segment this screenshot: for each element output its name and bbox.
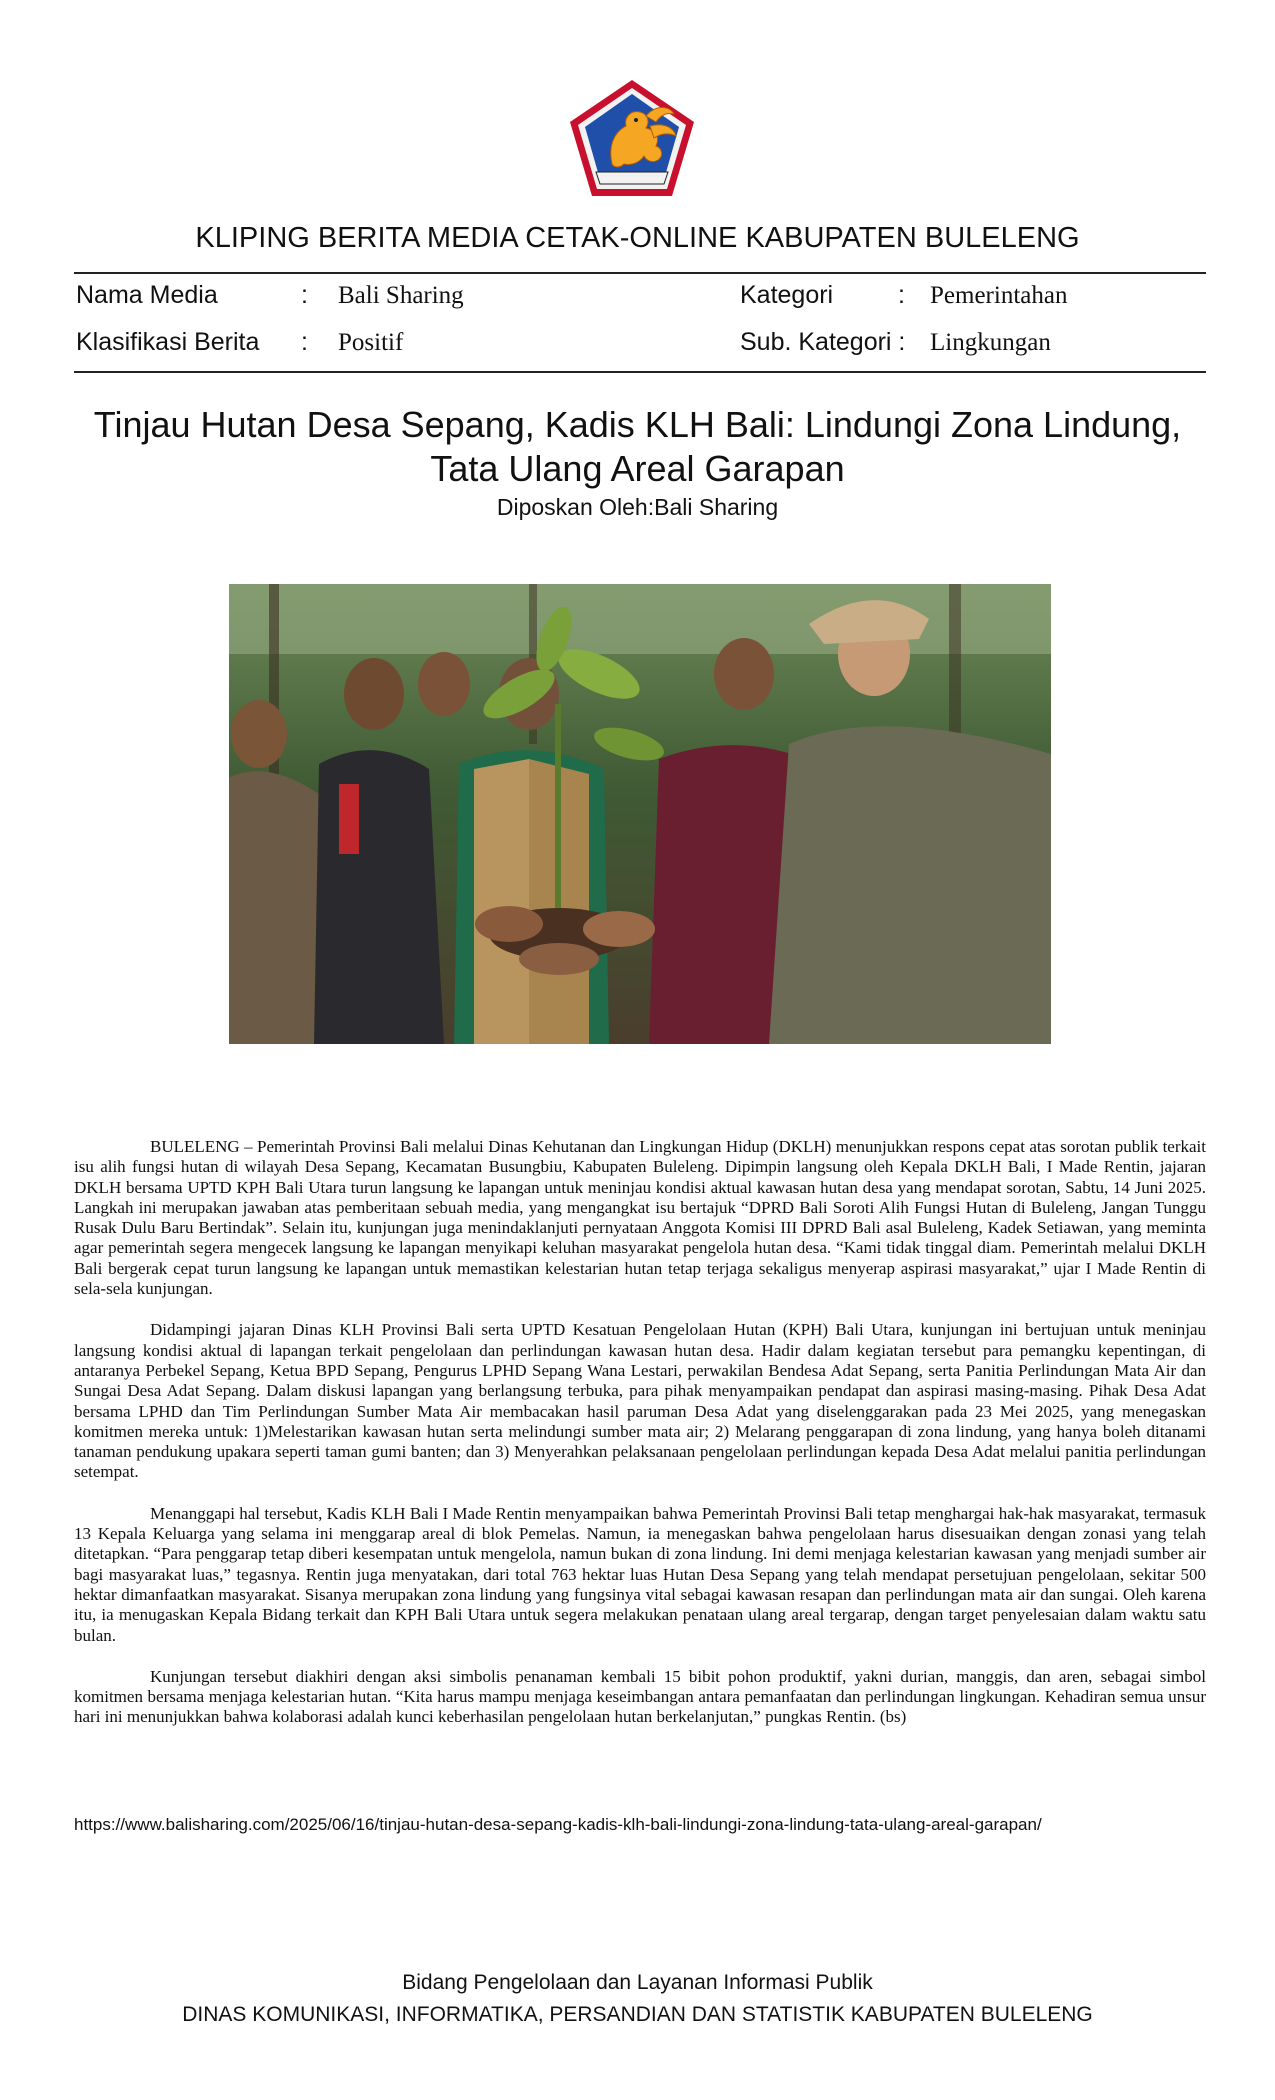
article-headline: Tinjau Hutan Desa Sepang, Kadis KLH Bali: Lindungi Zona Lindung, Tata Ulang Areal Garapan — [93, 404, 1182, 489]
media-name-value: Bali Sharing — [338, 282, 464, 309]
article-paragraph: Kunjungan tersebut diakhiri dengan aksi simbolis penanaman kembali 15 bibit pohon produktif, yakni durian, manggis, dan aren, sebagai simbol komitmen bersama menjaga kelestarian hutan. “Kita harus mampu menjaga keseimbangan antara pemanfaatan dan perlindungan lingkungan. Kehadiran semua unsur hari ini menunjukkan bahwa kolaborasi adalah kunci keberhasilan pengelolaan hutan berkelanjutan,” pungkas Rentin. (bs) — [74, 1666, 1206, 1727]
article-paragraph: Didampingi jajaran Dinas KLH Provinsi Bali serta UPTD Kesatuan Pengelolaan Hutan (KPH) Bali Utara, kunjungan ini bertujuan untuk meninjau langsung kondisi aktual di lapangan terkait pengelolaan dan perlindungan kawasan hutan desa. Hadir dalam kegiatan tersebut para pemangku kepentingan, di antaranya Perbekel Sepang, Ketua BPD Sepang, Pengurus LPHD Sepang Wana Lestari, perwakilan Bendesa Adat Sepang, serta Panitia Perlindungan Mata Air dan Sungai Desa Adat Sepang. Dalam diskusi lapangan yang berlangsung terbuka, para pihak menyampaikan pendapat dan aspirasi masing-masing. Pihak Desa Adat bersama LPHD dan Tim Perlindungan Sumber Mata Air membacakan hasil paruman Desa Adat yang diselenggarakan pada 23 Mei 2025, yang menegaskan komitmen mereka untuk: 1)Melestarikan kawasan hutan serta melindungi sumber mata air; 2) Melarang penggarapan di zona lindung, yang hanya boleh ditanami tanaman pendukung upakara seperti taman gumi banten; dan 3) Menyerahkan pelaksanaan pengelolaan perlindungan kepada Desa Adat melalui panitia perlindungan setempat. — [74, 1320, 1206, 1482]
subcategory-value: Lingkungan — [930, 329, 1051, 356]
footer-department: Bidang Pengelolaan dan Layanan Informasi Publik — [402, 1971, 873, 1994]
header-bottom-divider — [74, 371, 1206, 373]
category-value: Pemerintahan — [930, 282, 1068, 309]
article-paragraph: BULELENG – Pemerintah Provinsi Bali melalui Dinas Kehutanan dan Lingkungan Hidup (DKLH) menunjukkan respons cepat atas sorotan publik terkait isu alih fungsi hutan di wilayah Desa Sepang, Kecamatan Busungbiu, Kabupaten Buleleng. Dipimpin langsung oleh Kepala DKLH Bali, I Made Rentin, jajaran DKLH bersama UPTD KPH Bali Utara turun langsung ke lapangan untuk meninjau kondisi aktual kawasan hutan desa yang mendapat sorotan, Sabtu, 14 Juni 2025. Langkah ini merupakan jawaban atas pemberitaan sebuah media, yang mengangkat isu bertajuk “DPRD Bali Soroti Alih Fungsi Hutan di Buleleng, Jangan Tunggu Rusak Dulu Baru Bertindak”. Selain itu, kunjungan juga menindaklanjuti pernyataan Anggota Komisi III DPRD Bali asal Buleleng, Kadek Setiawan, yang meminta agar pemerintah segera mengecek langsung ke lapangan menyikapi keluhan masyarakat pengelola hutan desa. “Kami tidak tinggal diam. Pemerintah melalui DKLH Bali bergerak cepat turun langsung ke lapangan untuk memastikan kelestarian hutan tetap terjaga sekaligus menyerap aspirasi masyarakat,” ujar I Made Rentin di sela-sela kunjungan. — [74, 1137, 1206, 1299]
classification-value: Positif — [338, 329, 404, 356]
article-byline: Diposkan Oleh:Bali Sharing — [496, 494, 779, 520]
article-body — [74, 1137, 1206, 1749]
news-photo — [229, 584, 1051, 1044]
clipping-header-title: KLIPING BERITA MEDIA CETAK-ONLINE KABUPATEN BULELENG — [195, 222, 1080, 254]
article-paragraph: Menanggapi hal tersebut, Kadis KLH Bali I Made Rentin menyampaikan bahwa Pemerintah Provinsi Bali tetap menghargai hak-hak masyarakat, termasuk 13 Kepala Keluarga yang selama ini menggarap areal di blok Pemelas. Namun, ia menegaskan bahwa pengelolaan harus disesuaikan dengan zonasi yang telah ditetapkan. “Para penggarap tetap diberi kesempatan untuk mengelola, namun bukan di zona lindung. Ini demi menjaga kelestarian kawasan yang menjadi sumber air bagi masyarakat luas,” tegasnya. Rentin juga menyatakan, dari total 763 hektar luas Hutan Desa Sepang yang telah mendapat persetujuan pengelolaan, sekitar 500 hektar dimanfaatkan masyarakat. Sisanya merupakan zona lindung yang fungsinya vital sebagai kawasan resapan dan perlindungan mata air dan sungai. Oleh karena itu, ia menugaskan Kepala Bidang terkait dan KPH Bali Utara untuk segera melakukan penataan ulang areal tergarap, dengan target penyelesaian dalam waktu satu bulan. — [74, 1503, 1206, 1645]
footer-agency: DINAS KOMUNIKASI, INFORMATIKA, PERSANDIAN DAN STATISTIK KABUPATEN BULELENG — [182, 2003, 1093, 2026]
classification-label: Klasifikasi Berita — [76, 328, 260, 356]
subcategory-label: Sub. Kategori : — [740, 328, 906, 356]
classification-colon: : — [301, 328, 308, 356]
media-name-colon: : — [301, 281, 308, 309]
buleleng-crest-logo — [566, 76, 698, 200]
media-name-label: Nama Media — [76, 281, 218, 309]
category-label: Kategori — [740, 281, 834, 309]
header-top-divider — [74, 272, 1206, 274]
category-colon: : — [898, 281, 905, 309]
source-url-link[interactable]: https://www.balisharing.com/2025/06/16/tinjau-hutan-desa-sepang-kadis-klh-bali-lindungi-zona-lindung-tata-ulang-areal-garapan/ — [74, 1815, 1042, 1834]
